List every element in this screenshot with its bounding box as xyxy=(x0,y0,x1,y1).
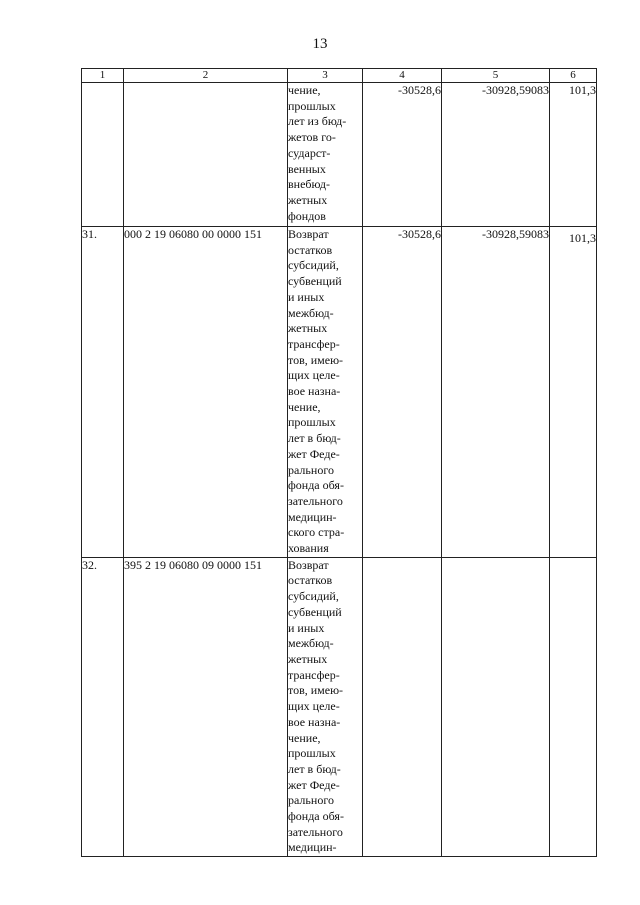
column-header-5: 5 xyxy=(442,69,550,83)
percent-value xyxy=(550,227,597,558)
name-line: чение, xyxy=(288,399,321,414)
name-line: тов, имею- xyxy=(288,683,344,698)
name-line: жетов го- xyxy=(288,130,336,145)
name-line: и иных xyxy=(288,289,325,304)
name-line: межбюд- xyxy=(288,636,334,651)
name-line: сударст- xyxy=(288,145,331,160)
plan-value: -30528,6 xyxy=(363,83,442,227)
name-line: щих целе- xyxy=(288,699,340,714)
name-line: трансфер- xyxy=(288,667,340,682)
percent-value xyxy=(550,557,597,856)
column-header-2: 2 xyxy=(124,69,288,83)
name-line: субвенций xyxy=(288,604,342,619)
name-line: Возврат xyxy=(288,227,329,241)
name-line: жетных xyxy=(288,321,328,336)
name-line: Возврат xyxy=(288,557,329,572)
name-line: фонда обя- xyxy=(288,809,344,824)
name-line: вое назна- xyxy=(288,384,341,399)
name-line: прошлых xyxy=(288,415,336,430)
name-line: остатков xyxy=(288,242,333,257)
name-line: трансфер- xyxy=(288,336,340,351)
name-line: медицин- xyxy=(288,840,337,855)
name-line: субвенций xyxy=(288,274,342,289)
budget-table xyxy=(81,68,597,857)
table-row xyxy=(82,83,597,227)
header-row xyxy=(82,69,597,83)
name-line: чение, xyxy=(288,83,321,97)
column-header-4: 4 xyxy=(363,69,442,83)
name-line: медицин- xyxy=(288,509,337,524)
name-line: жет Феде- xyxy=(288,777,340,792)
name-line: фондов xyxy=(288,208,326,223)
name-line: хования xyxy=(288,541,329,556)
budget-code: 000 2 19 06080 00 0000 151 xyxy=(124,227,288,558)
plan-value xyxy=(363,557,442,856)
row-number: 31. xyxy=(82,227,124,558)
name-line: субсидий, xyxy=(288,258,339,273)
row-number: 32. xyxy=(82,557,124,856)
name-line: межбюд- xyxy=(288,305,334,320)
name-line: зательного xyxy=(288,824,343,839)
name-line: прошлых xyxy=(288,746,336,761)
column-header-1: 1 xyxy=(82,69,124,83)
name-line: чение, xyxy=(288,730,321,745)
budget-code: 395 2 19 06080 09 0000 151 xyxy=(124,557,288,856)
name-line: вое назна- xyxy=(288,714,341,729)
plan-value: -30528,6 xyxy=(363,227,442,558)
name-line: венных xyxy=(288,161,326,176)
income-name xyxy=(288,83,363,227)
actual-value: -30928,59083 xyxy=(442,227,550,558)
name-line: щих целе- xyxy=(288,368,340,383)
name-line: лет в бюд- xyxy=(288,431,341,446)
name-line: лет из бюд- xyxy=(288,114,347,129)
percent-text: 101,3 xyxy=(569,231,596,245)
name-line: остатков xyxy=(288,573,333,588)
budget-code xyxy=(124,83,288,227)
row-number xyxy=(82,83,124,227)
actual-value: -30928,59083 xyxy=(442,83,550,227)
name-line: рального xyxy=(288,462,334,477)
column-header-3: 3 xyxy=(288,69,363,83)
actual-value xyxy=(442,557,550,856)
income-name xyxy=(288,227,363,558)
name-line: прошлых xyxy=(288,98,336,113)
name-line: зательного xyxy=(288,493,343,508)
table-row xyxy=(82,557,597,856)
name-line: ского стра- xyxy=(288,525,345,540)
name-line: фонда обя- xyxy=(288,478,344,493)
income-name xyxy=(288,557,363,856)
name-line: лет в бюд- xyxy=(288,761,341,776)
percent-value: 101,3 xyxy=(550,83,597,227)
name-line: жетных xyxy=(288,192,328,207)
name-line: субсидий, xyxy=(288,589,339,604)
name-line: рального xyxy=(288,793,334,808)
name-line: внебюд- xyxy=(288,177,330,192)
name-line: и иных xyxy=(288,620,325,635)
name-line: жет Феде- xyxy=(288,446,340,461)
name-line: тов, имею- xyxy=(288,352,344,367)
page-number: 13 xyxy=(312,36,328,52)
name-line: жетных xyxy=(288,651,328,666)
column-header-6: 6 xyxy=(550,69,597,83)
table-row xyxy=(82,227,597,558)
